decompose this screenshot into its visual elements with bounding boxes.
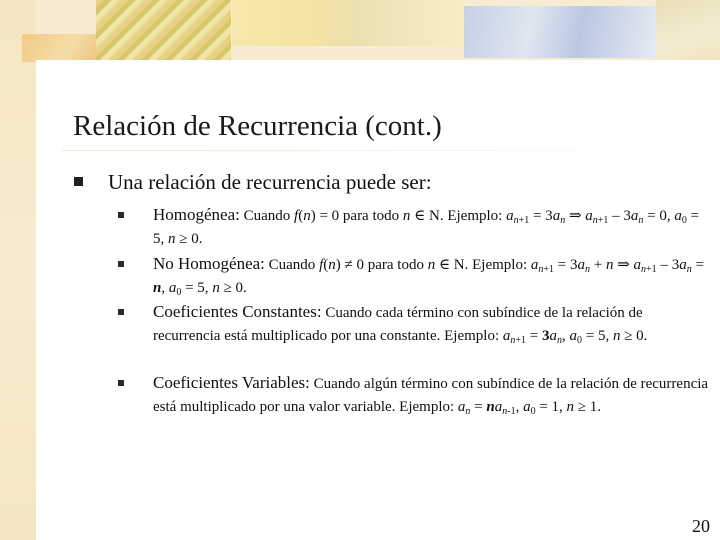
square-bullet-icon [118, 309, 124, 315]
square-bullet-icon [118, 380, 124, 386]
decorative-tile [22, 34, 97, 62]
list-item [153, 203, 713, 251]
item-term: Coeficientes Variables: [153, 373, 310, 392]
list-item [153, 300, 713, 348]
decorative-tile [232, 0, 464, 46]
square-bullet-icon [74, 177, 83, 186]
item-text: Cuando cada término con subíndice de la relación de recurrencia está multiplicado por una constante. Ejemplo: $a_{n+1} = 3a_n$, $a_0 = 5$, n ≥ 0. [153, 305, 648, 346]
square-bullet-icon [118, 212, 124, 218]
title-divider [62, 150, 720, 151]
item-text: Cuando algún término con subíndice de la relación de recurrencia está multiplicado por una valor variable. Ejemplo: $a_n = na_{n-1}$, $a_0 = 1$, n ≥ 1. [153, 376, 709, 417]
item-term: Homogénea: [153, 205, 240, 224]
page-number: 20 [692, 516, 710, 536]
item-text: Cuando f(n) ≠ 0 para todo n ∈ N. Ejemplo: $a_{n+1} = 3a_n + n$ ⇒ $a_{n+1} - 3a_n = n$, $a_0 = 5$, n ≥ 0. [153, 257, 704, 298]
square-bullet-icon [118, 261, 124, 267]
item-text: Cuando f(n) = 0 para todo n ∈ N. Ejemplo: $a_{n+1} = 3a_n$ ⇒ $a_{n+1} - 3a_n = 0$, $a_0 = 5$, n ≥ 0. [153, 208, 700, 247]
item-term: Coeficientes Constantes: [153, 302, 322, 321]
decorative-tile [96, 0, 231, 60]
decorative-tile [464, 6, 656, 58]
list-item [153, 252, 713, 300]
item-term: No Homogénea: [153, 254, 265, 273]
decorative-side-strip [0, 0, 36, 540]
main-bullet-text: Una relación de recurrencia puede ser: [108, 170, 432, 194]
slide-title: Relación de Recurrencia (cont.) [73, 110, 442, 142]
decorative-tile [656, 0, 720, 62]
list-item [153, 371, 713, 419]
